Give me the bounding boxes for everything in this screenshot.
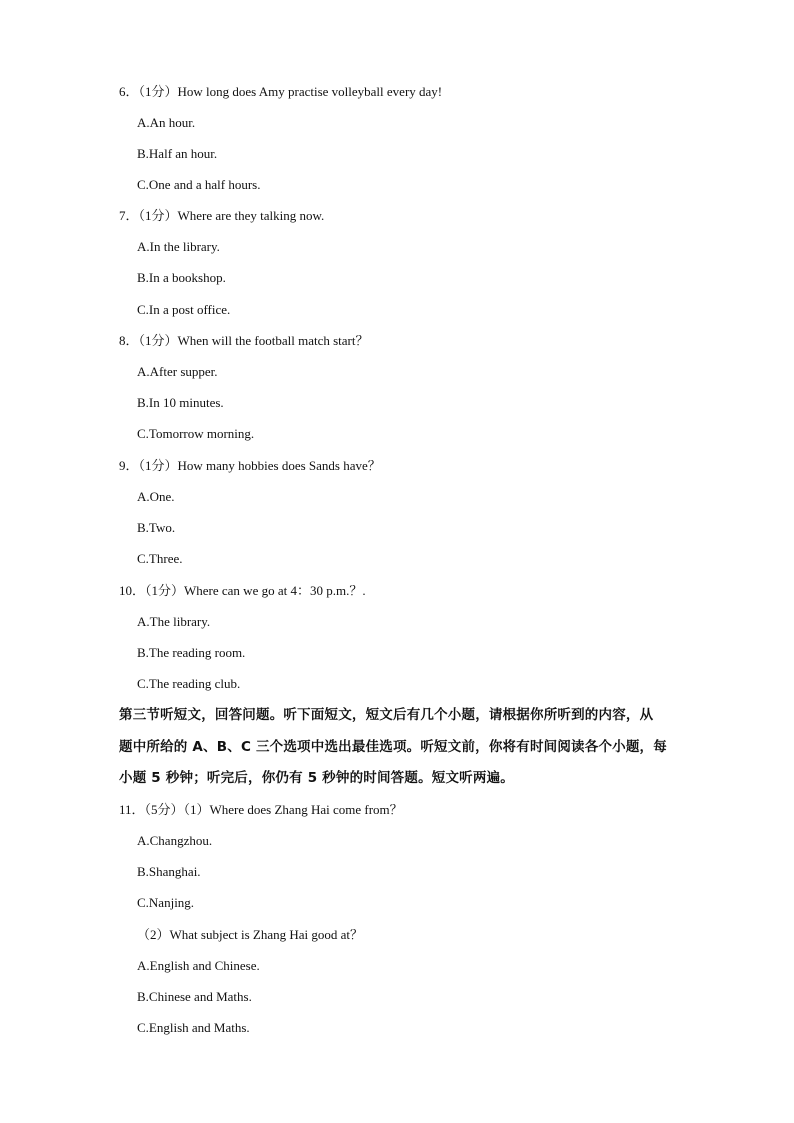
question-7-option-a: A.In the library. [137, 239, 220, 254]
question-9-stem: 9．（1分）How many hobbies does Sands have？ [119, 458, 381, 473]
question-11-2-option-a: A.English and Chinese. [137, 958, 260, 973]
question-6-option-b: B.Half an hour. [137, 146, 218, 161]
section-3-instructions-line-3: 小题 5 秒钟；听完后，你仍有 5 秒钟的时间答题。短文听两遍。 [119, 770, 514, 786]
question-10-stem: 10．（1分）Where can we go at 4：30 p.m.？. [119, 583, 366, 598]
question-11-2-option-c: C.English and Maths. [137, 1020, 250, 1035]
question-9-option-b: B.Two. [137, 520, 176, 535]
question-6-stem: 6．（1分）How long does Amy practise volleyball every day! [119, 84, 443, 99]
question-10-option-a: A.The library. [137, 614, 211, 629]
question-11-1-option-a: A.Changzhou. [137, 833, 213, 848]
question-9-option-c: C.Three. [137, 551, 183, 566]
question-11-1-option-c: C.Nanjing. [137, 895, 195, 910]
question-7-stem: 7．（1分）Where are they talking now. [119, 208, 325, 223]
question-6-option-c: C.One and a half hours. [137, 177, 261, 192]
question-8-option-a: A.After supper. [137, 364, 218, 379]
question-9-option-a: A.One. [137, 489, 175, 504]
question-11-2-stem: （2）What subject is Zhang Hai good at？ [137, 927, 364, 942]
question-8-option-c: C.Tomorrow morning. [137, 426, 255, 441]
question-11-stem: 11．（5分）（1）Where does Zhang Hai come from？ [119, 802, 403, 817]
question-11-2-option-b: B.Chinese and Maths. [137, 989, 252, 1004]
question-8-option-b: B.In 10 minutes. [137, 395, 224, 410]
question-7-option-b: B.In a bookshop. [137, 270, 226, 285]
question-6-option-a: A.An hour. [137, 115, 196, 130]
question-11-1-option-b: B.Shanghai. [137, 864, 201, 879]
question-8-stem: 8．（1分）When will the football match start？ [119, 333, 369, 348]
question-10-option-b: B.The reading room. [137, 645, 246, 660]
question-10-option-c: C.The reading club. [137, 676, 241, 691]
section-3-instructions-line-2: 题中所给的 A、B、C 三个选项中选出最佳选项。听短文前，你将有时间阅读各个小题，每 [119, 739, 667, 755]
question-7-option-c: C.In a post office. [137, 302, 231, 317]
section-3-instructions-line-1: 第三节听短文，回答问题。听下面短文，短文后有几个小题，请根据你所听到的内容，从 [119, 707, 654, 723]
